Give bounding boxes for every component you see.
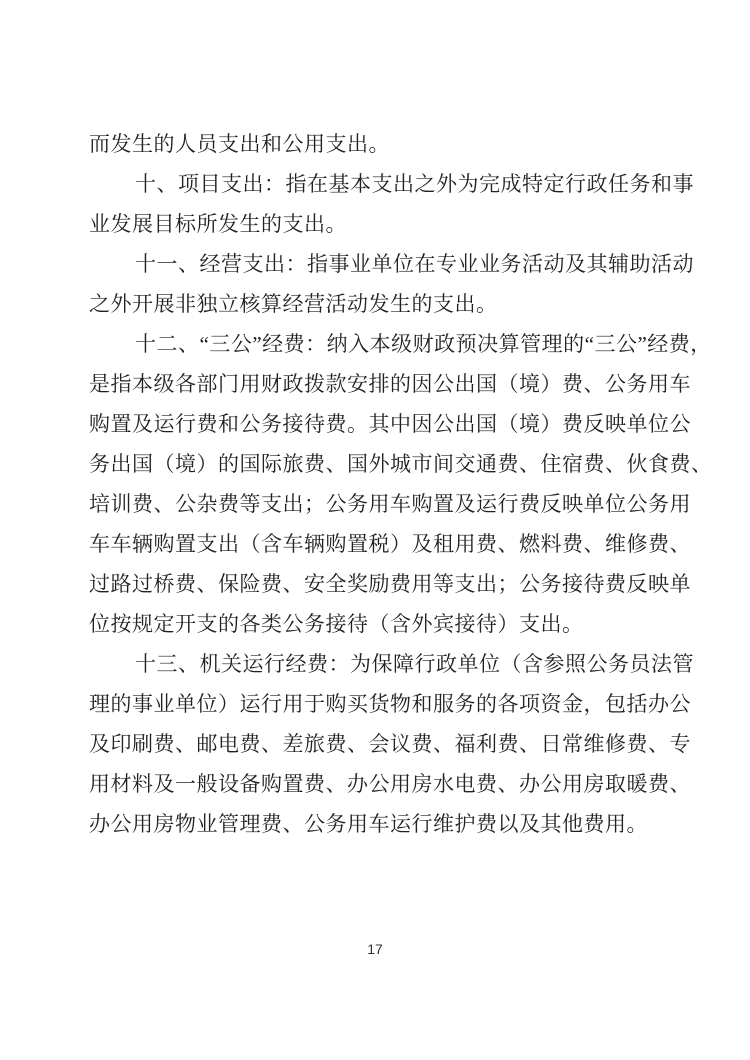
text-line: 及印刷费、邮电费、差旅费、会议费、福利费、日常维修费、专 bbox=[89, 732, 691, 756]
text-line: 十一、经营支出：指事业单位在专业业务活动及其辅助活动 bbox=[135, 252, 694, 276]
text-line: 培训费、公杂费等支出；公务用车购置及运行费反映单位公务用 bbox=[89, 492, 691, 516]
text-line: 业发展目标所发生的支出。 bbox=[89, 212, 347, 236]
text-line: 用材料及一般设备购置费、办公用房水电费、办公用房取暖费、 bbox=[89, 772, 691, 796]
text-line: 理的事业单位）运行用于购买货物和服务的各项资金，包括办公 bbox=[89, 692, 691, 716]
text-line: 过路过桥费、保险费、安全奖励费用等支出；公务接待费反映单 bbox=[89, 572, 691, 596]
text-line: 车车辆购置支出（含车辆购置税）及租用费、燃料费、维修费、 bbox=[89, 532, 691, 556]
text-line: 之外开展非独立核算经营活动发生的支出。 bbox=[89, 292, 498, 316]
text-line: 十、项目支出：指在基本支出之外为完成特定行政任务和事 bbox=[135, 172, 694, 196]
text-line: 是指本级各部门用财政拨款安排的因公出国（境）费、公务用车 bbox=[89, 372, 691, 396]
text-line: 办公用房物业管理费、公务用车运行维护费以及其他费用。 bbox=[89, 812, 648, 836]
text-line: 而发生的人员支出和公用支出。 bbox=[89, 132, 390, 156]
text-line: 十二、“三公”经费：纳入本级财政预决算管理的“三公”经费， bbox=[135, 332, 712, 356]
text-line: 位按规定开支的各类公务接待（含外宾接待）支出。 bbox=[89, 612, 584, 636]
text-line: 购置及运行费和公务接待费。其中因公出国（境）费反映单位公 bbox=[89, 412, 691, 436]
document-body bbox=[89, 124, 713, 844]
page-number: 17 bbox=[367, 941, 383, 957]
text-line: 务出国（境）的国际旅费、国外城市间交通费、住宿费、伙食费、 bbox=[89, 452, 713, 476]
text-line: 十三、机关运行经费：为保障行政单位（含参照公务员法管 bbox=[135, 652, 694, 676]
